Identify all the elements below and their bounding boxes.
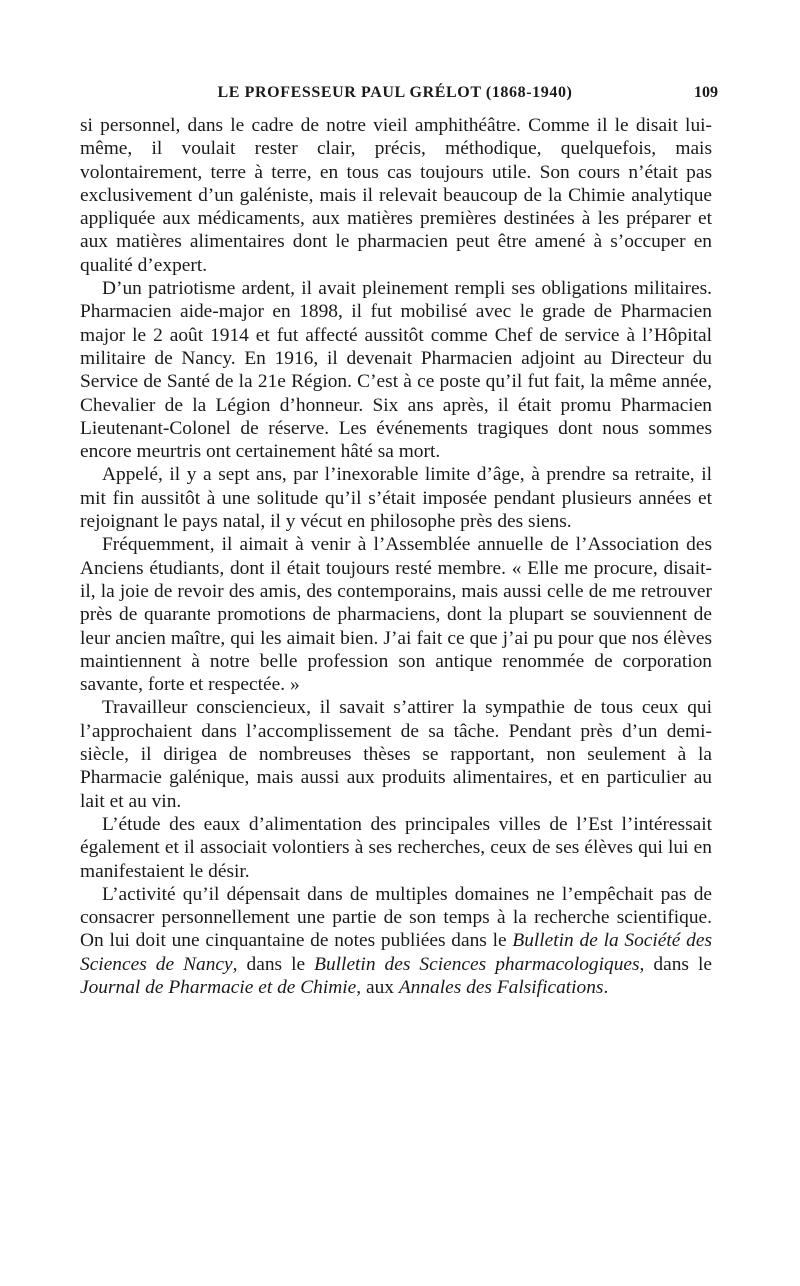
- paragraph-6: L’étude des eaux d’alimentation des principales villes de l’Est l’intéressait également et il associait volontiers à ses recherches, ceux de ses élèves qui lui en manifestaient le désir.: [80, 813, 712, 882]
- paragraph-7-text-4: , aux: [356, 976, 399, 998]
- paragraph-7-text-1: L’activité qu’il dépensait dans de multiples domaines ne l’empêchait pas de consacrer personnellement une partie de son temps à la recherche scientifique. On lui doit une cinquantaine de notes publiées dans le: [80, 883, 712, 952]
- body-text: [80, 114, 712, 999]
- paragraph-3: Appelé, il y a sept ans, par l’inexorable limite d’âge, à prendre sa retraite, il mit fin aussitôt à une solitude qu’il s’était imposée pendant plusieurs années et rejoignant le pays natal, il y vécut en philosophe près des siens.: [80, 464, 712, 533]
- paragraph-7: [80, 883, 712, 999]
- paragraph-5: Travailleur consciencieux, il savait s’attirer la sympathie de tous ceux qui l’approchaient dans l’accomplissement de sa tâche. Pendant près d’un demi-siècle, il dirigea de nombreuses thèses se rapportant, non seulement à la Pharmacie galénique, mais aussi aux produits alimentaires, et en particulier au lait et au vin.: [80, 697, 712, 812]
- journal-title-bulletin-societe: Bulletin de la Société des Sciences de Nancy: [80, 930, 712, 975]
- paragraph-7-text-2: , dans le: [232, 953, 315, 975]
- paragraph-1: si personnel, dans le cadre de notre vieil amphithéâtre. Comme il le disait lui-même, il voulait rester clair, précis, méthodique, quelquefois, mais volontairement, terre à terre, en tous cas toujours utile. Son cours n’était pas exclusivement d’un galéniste, mais il relevait beaucoup de la Chimie analytique appliquée aux médicaments, aux matières premières destinées à les préparer et aux matières alimentaires dont le pharmacien peut être amené à s’occuper en qualité d’expert.: [80, 115, 712, 276]
- paragraph-7-text-3: , dans le: [639, 953, 712, 975]
- paragraph-2: D’un patriotisme ardent, il avait pleinement rempli ses obligations militaires. Pharmacien aide-major en 1898, il fut mobilisé avec le grade de Pharmacien major le 2 août 1914 et fut affecté aussitôt comme Chef de service à l’Hôpital militaire de Nancy. En 1916, il devenait Pharmacien adjoint au Directeur du Service de Santé de la 21e Région. C’est à ce poste qu’il fut fait, la même année, Chevalier de la Légion d’honneur. Six ans après, il était promu Pharmacien Lieutenant-Colonel de réserve. Les événements tragiques dont nous sommes encore meurtris ont certainement hâté sa mort.: [80, 278, 712, 463]
- paragraph-4: Fréquemment, il aimait à venir à l’Assemblée annuelle de l’Association des Anciens étudiants, dont il était toujours resté membre. « Elle me procure, disait-il, la joie de revoir des amis, des contemporains, mais aussi celle de me retrouver près de quarante promotions de pharmaciens, dont la plupart se souviennent de leur ancien maître, qui les aimait bien. J’ai fait ce que j’ai pu pour que nos élèves maintiennent à notre belle profession son antique renommée de corporation savante, forte et respectée. »: [80, 534, 712, 696]
- journal-title-journal-pharmacie: Journal de Pharmacie et de Chimie: [80, 976, 357, 998]
- journal-title-bulletin-sciences: Bulletin des Sciences pharmacologiques: [314, 953, 640, 975]
- running-title: LE PROFESSEUR PAUL GRÉLOT (1868-1940): [217, 84, 573, 101]
- paragraph-7-text-5: .: [603, 976, 609, 998]
- journal-title-annales: Annales des Falsifications: [398, 976, 604, 998]
- page-number: 109: [694, 84, 718, 101]
- running-header: [80, 84, 718, 108]
